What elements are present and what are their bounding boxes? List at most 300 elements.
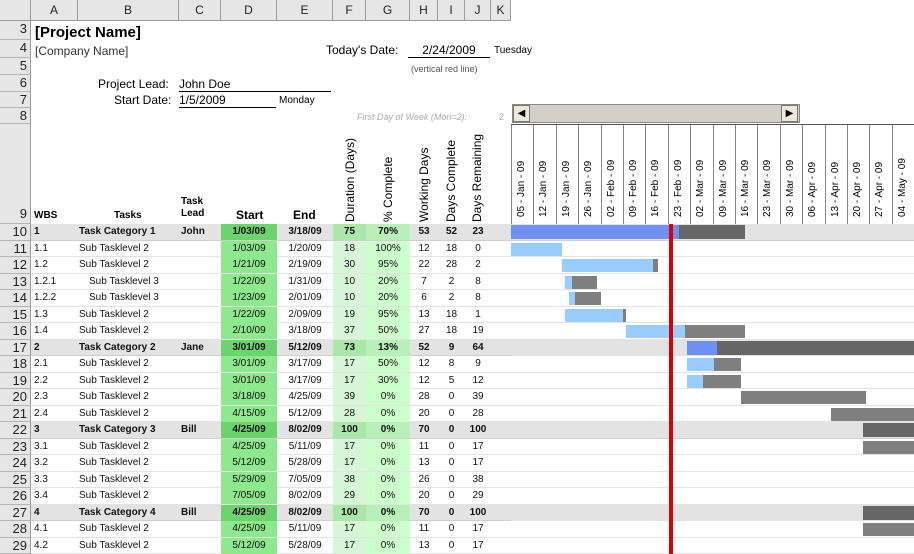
pct-cell[interactable]: 0%	[380, 391, 396, 402]
remaining-bar	[679, 225, 745, 239]
done-cell[interactable]: 28	[445, 259, 458, 270]
task-cell[interactable]: Sub Tasklevel 2	[79, 358, 149, 369]
wbs-cell[interactable]: 3.3	[34, 473, 48, 485]
row-header[interactable]	[0, 58, 31, 75]
start-cell[interactable]: 1/22/09	[232, 275, 266, 287]
done-cell[interactable]: 18	[445, 242, 458, 254]
row-header[interactable]	[0, 307, 31, 324]
remaining-cell[interactable]: 28	[472, 407, 484, 419]
pct-cell[interactable]: 0%	[380, 440, 396, 452]
row-header[interactable]	[0, 124, 31, 224]
working-cell[interactable]: 11	[418, 440, 430, 452]
wbs-cell[interactable]: 3	[34, 424, 40, 435]
duration-cell[interactable]: 28	[343, 407, 356, 419]
duration-cell[interactable]: 37	[343, 325, 356, 336]
gantt-scrollbar[interactable]	[512, 104, 800, 123]
row-number: 21	[12, 405, 27, 421]
column-header-h[interactable]: H	[410, 0, 438, 21]
duration-cell[interactable]: 19	[343, 308, 356, 320]
completed-bar	[687, 341, 717, 355]
lead-cell[interactable]	[181, 373, 221, 389]
row-number: 16	[12, 323, 27, 338]
lead-cell[interactable]: Bill	[181, 506, 197, 518]
pct-cell[interactable]: 13%	[377, 341, 398, 353]
duration-cell[interactable]: 75	[343, 226, 356, 237]
row-number: 3	[19, 21, 27, 36]
end-cell[interactable]: 1/31/09	[288, 275, 322, 287]
end-cell[interactable]: 5/28/09	[288, 539, 322, 551]
pct-cell[interactable]: 0%	[380, 457, 396, 468]
week-label: 05 - Jan - 09	[516, 160, 527, 217]
remaining-cell[interactable]: 17	[472, 457, 484, 468]
lead-cell[interactable]	[181, 472, 221, 488]
remaining-cell[interactable]: 0	[475, 242, 481, 254]
start-cell[interactable]: 3/01/09	[232, 374, 266, 386]
wbs-cell[interactable]: 3.1	[34, 440, 48, 452]
row-header[interactable]	[0, 505, 31, 522]
pct-cell[interactable]: 0%	[380, 523, 396, 534]
done-cell[interactable]: 18	[445, 325, 458, 336]
column-header-c[interactable]: C	[179, 0, 221, 21]
duration-cell[interactable]: 38	[343, 473, 356, 485]
wbs-cell[interactable]: 1.2.2	[34, 292, 57, 303]
lead-cell[interactable]: Jane	[181, 341, 204, 353]
working-cell[interactable]: 13	[418, 308, 430, 320]
pct-cell[interactable]: 50%	[377, 358, 398, 369]
working-cell[interactable]: 7	[421, 275, 427, 287]
duration-cell[interactable]: 17	[343, 523, 356, 534]
task-cell[interactable]: Sub Tasklevel 2	[79, 457, 149, 468]
done-cell[interactable]: 2	[448, 275, 455, 287]
done-cell[interactable]: 0	[448, 473, 455, 485]
task-cell[interactable]: Sub Tasklevel 2	[79, 259, 149, 270]
task-cell[interactable]: Task Category 2	[79, 341, 156, 353]
done-cell[interactable]: 8	[448, 358, 455, 369]
end-cell[interactable]: 8/02/09	[288, 490, 322, 501]
pct-cell[interactable]: 0%	[380, 506, 396, 518]
todays-day: Tuesday	[494, 45, 532, 56]
task-cell[interactable]: Sub Tasklevel 2	[79, 523, 149, 534]
duration-cell[interactable]: 17	[343, 539, 356, 551]
end-cell[interactable]: 3/17/09	[288, 374, 322, 386]
working-cell[interactable]: 11	[418, 523, 430, 534]
start-date[interactable]: 1/5/2009	[179, 93, 276, 108]
working-cell[interactable]: 28	[418, 391, 430, 402]
column-header-k[interactable]: K	[491, 0, 511, 21]
row-header[interactable]	[0, 422, 31, 439]
done-cell[interactable]: 18	[445, 308, 458, 320]
row-header[interactable]	[0, 224, 31, 241]
remaining-bar	[717, 341, 914, 355]
start-cell[interactable]: 1/03/09	[232, 242, 266, 254]
week-label: 09 - Mar - 09	[717, 159, 729, 217]
row-number: 18	[12, 356, 27, 371]
gantt-chart	[511, 224, 914, 554]
week-label: 06 - Apr - 09	[807, 161, 819, 217]
pct-cell[interactable]: 0%	[380, 424, 396, 435]
pct-cell[interactable]: 95%	[377, 308, 398, 320]
remaining-bar	[623, 309, 626, 322]
row-header[interactable]	[0, 472, 31, 489]
row-header[interactable]	[0, 356, 31, 373]
working-cell[interactable]: 70	[418, 424, 430, 435]
task-cell[interactable]: Sub Tasklevel 2	[79, 391, 149, 402]
category-band	[511, 505, 914, 521]
task-cell[interactable]: Sub Tasklevel 2	[79, 407, 149, 419]
pct-cell[interactable]: 20%	[377, 292, 398, 303]
duration-cell[interactable]: 17	[343, 440, 356, 452]
duration-cell[interactable]: 17	[343, 374, 356, 386]
remaining-cell[interactable]: 23	[472, 226, 484, 237]
row-header[interactable]	[0, 323, 31, 340]
wbs-cell[interactable]: 1.1	[34, 242, 48, 254]
end-cell[interactable]: 3/17/09	[288, 358, 322, 369]
week-label: 02 - Feb - 09	[605, 159, 617, 217]
row-number: 5	[19, 58, 27, 73]
working-cell[interactable]: 27	[418, 325, 430, 336]
end-cell[interactable]: 2/19/09	[288, 259, 322, 270]
working-cell[interactable]: 12	[418, 242, 430, 254]
lead-cell[interactable]	[181, 439, 221, 455]
working-cell[interactable]: 12	[418, 358, 430, 369]
end-cell[interactable]: 7/05/09	[288, 473, 322, 485]
remaining-cell[interactable]: 8	[475, 275, 481, 287]
column-header-g[interactable]: G	[366, 0, 410, 21]
working-days-header: Working Days	[417, 147, 431, 222]
scroll-left-icon[interactable]: ◀	[513, 105, 530, 122]
start-day: Monday	[279, 95, 315, 106]
end-cell[interactable]: 3/18/09	[288, 226, 322, 237]
column-header-f[interactable]: F	[333, 0, 366, 21]
start-cell[interactable]: 5/12/09	[232, 457, 266, 468]
row-header[interactable]	[0, 373, 31, 390]
week-label: 16 - Feb - 09	[650, 159, 662, 217]
end-cell[interactable]: 4/25/09	[288, 391, 322, 402]
row-header[interactable]	[0, 75, 31, 92]
column-header-d[interactable]: D	[221, 0, 277, 21]
task-cell[interactable]: Task Category 4	[79, 506, 156, 518]
wbs-cell[interactable]: 4.2	[34, 539, 48, 551]
done-cell[interactable]: 0	[448, 539, 455, 551]
task-cell[interactable]: Sub Tasklevel 2	[79, 490, 149, 501]
pct-cell[interactable]: 30%	[377, 374, 398, 386]
start-cell[interactable]: 2/10/09	[232, 325, 266, 336]
start-cell[interactable]: 5/12/09	[232, 539, 266, 551]
row-header[interactable]	[0, 455, 31, 472]
working-cell[interactable]: 52	[418, 341, 430, 353]
duration-cell[interactable]: 73	[343, 341, 356, 353]
remaining-cell[interactable]: 64	[472, 341, 484, 353]
row-number: 10	[12, 224, 27, 239]
duration-cell[interactable]: 100	[341, 424, 358, 435]
wbs-cell[interactable]: 1.2	[34, 259, 48, 270]
done-cell[interactable]: 9	[448, 341, 455, 353]
row-number: 20	[12, 389, 27, 404]
company-name[interactable]: [Company Name]	[35, 44, 129, 58]
done-cell[interactable]: 0	[448, 523, 455, 534]
duration-cell[interactable]: 10	[343, 292, 356, 303]
row-header[interactable]	[0, 538, 31, 554]
task-cell[interactable]: Sub Tasklevel 2	[79, 308, 149, 320]
today-line	[669, 224, 673, 554]
project-lead-label: Project Lead:	[98, 77, 169, 91]
end-cell[interactable]: 2/01/09	[288, 292, 322, 303]
row-header[interactable]	[0, 290, 31, 307]
week-divider	[623, 125, 624, 225]
remaining-cell[interactable]: 19	[472, 325, 484, 336]
start-cell[interactable]: 4/25/09	[232, 523, 266, 534]
project-lead[interactable]: John Doe	[179, 77, 331, 92]
wbs-cell[interactable]: 2.2	[34, 374, 48, 386]
lead-cell[interactable]	[181, 455, 221, 471]
row-number: 28	[12, 521, 27, 536]
pct-cell[interactable]: 0%	[380, 539, 396, 551]
working-cell[interactable]: 12	[418, 374, 430, 386]
end-cell[interactable]: 8/02/09	[288, 424, 322, 435]
row-number: 17	[12, 339, 27, 355]
task-cell[interactable]: Sub Tasklevel 2	[79, 473, 149, 485]
row-header[interactable]	[0, 488, 31, 505]
done-cell[interactable]: 0	[448, 424, 455, 435]
done-cell[interactable]: 2	[448, 292, 455, 303]
remaining-bar	[575, 292, 601, 305]
wbs-cell[interactable]: 2.1	[34, 358, 48, 369]
row-number: 11	[13, 240, 27, 256]
row-header[interactable]	[0, 108, 31, 124]
row-header[interactable]	[0, 439, 31, 456]
end-cell[interactable]: 5/11/09	[288, 440, 322, 452]
start-cell[interactable]: 4/15/09	[232, 407, 266, 419]
row-number: 23	[12, 438, 27, 454]
task-cell[interactable]: Sub Tasklevel 3	[89, 292, 159, 303]
row-number: 24	[12, 455, 27, 470]
task-cell[interactable]: Sub Tasklevel 2	[79, 242, 149, 254]
row-number: 15	[12, 306, 27, 322]
task-cell[interactable]: Sub Tasklevel 2	[79, 440, 149, 452]
remaining-cell[interactable]: 38	[472, 473, 484, 485]
pct-cell[interactable]: 100%	[375, 242, 401, 254]
end-cell[interactable]: 5/11/09	[288, 523, 322, 534]
duration-cell[interactable]: 30	[343, 259, 356, 270]
duration-cell[interactable]: 100	[341, 506, 358, 518]
column-header-b[interactable]: B	[78, 0, 179, 21]
start-cell[interactable]: 7/05/09	[232, 490, 266, 501]
scroll-right-icon[interactable]: ▶	[781, 105, 798, 122]
row-header[interactable]	[0, 340, 31, 357]
remaining-cell[interactable]: 2	[475, 259, 481, 270]
working-cell[interactable]: 53	[418, 226, 430, 237]
first-day-label: First Day of Week (Mon=2):	[357, 112, 468, 122]
row-header[interactable]	[0, 92, 31, 108]
remaining-cell[interactable]: 17	[472, 539, 484, 551]
start-cell[interactable]: 1/22/09	[232, 308, 266, 320]
duration-cell[interactable]: 29	[343, 490, 356, 501]
lead-cell[interactable]	[181, 406, 221, 422]
remaining-bar	[703, 375, 741, 388]
working-cell[interactable]: 20	[418, 490, 430, 501]
remaining-cell[interactable]: 9	[475, 358, 481, 369]
task-cell[interactable]: Sub Tasklevel 2	[79, 374, 149, 386]
lead-cell[interactable]	[181, 356, 221, 372]
lead-cell[interactable]	[181, 290, 221, 306]
done-cell[interactable]: 0	[448, 506, 455, 518]
start-cell[interactable]: 5/29/09	[232, 473, 266, 485]
first-day-value[interactable]: 2	[499, 112, 505, 122]
remaining-cell[interactable]: 100	[469, 424, 487, 435]
task-cell[interactable]: Task Category 1	[79, 226, 156, 237]
end-cell[interactable]: 5/12/09	[288, 407, 322, 419]
remaining-cell[interactable]: 29	[472, 490, 484, 501]
done-cell[interactable]: 0	[448, 490, 455, 501]
duration-cell[interactable]: 17	[343, 358, 356, 369]
row-header[interactable]	[0, 274, 31, 291]
end-cell[interactable]: 8/02/09	[288, 506, 322, 518]
column-header-i[interactable]: I	[438, 0, 465, 21]
pct-cell[interactable]: 0%	[380, 473, 396, 485]
wbs-cell[interactable]: 1.2.1	[34, 275, 57, 287]
end-cell[interactable]: 2/09/09	[288, 308, 322, 320]
wbs-cell[interactable]: 2	[34, 341, 40, 353]
start-cell[interactable]: 4/25/09	[232, 424, 266, 435]
column-header-a[interactable]: A	[31, 0, 78, 21]
remaining-cell[interactable]: 39	[472, 391, 484, 402]
start-cell[interactable]: 4/25/09	[232, 440, 266, 452]
pct-cell[interactable]: 95%	[377, 259, 398, 270]
start-cell[interactable]: 4/25/09	[232, 506, 266, 518]
lead-cell[interactable]	[181, 521, 221, 537]
working-cell[interactable]: 6	[421, 292, 427, 303]
column-header-e[interactable]: E	[277, 0, 333, 21]
done-cell[interactable]: 5	[448, 374, 455, 386]
lead-cell[interactable]	[181, 323, 221, 339]
row-number: 8	[19, 108, 27, 123]
start-cell[interactable]: 3/01/09	[232, 358, 266, 369]
wbs-cell[interactable]: 4.1	[34, 523, 48, 534]
duration-cell[interactable]: 18	[343, 242, 356, 254]
pct-cell[interactable]: 20%	[377, 275, 398, 287]
lead-cell[interactable]	[181, 538, 221, 554]
wbs-cell[interactable]: 3.4	[34, 490, 48, 501]
remaining-cell[interactable]: 1	[475, 308, 481, 320]
week-label: 04 - May - 09	[896, 158, 908, 217]
start-cell[interactable]: 3/18/09	[232, 391, 266, 402]
wbs-cell[interactable]: 1.3	[34, 308, 48, 320]
lead-cell[interactable]	[181, 389, 221, 405]
week-divider	[533, 125, 534, 225]
wbs-cell[interactable]: 1.4	[34, 325, 48, 336]
row-header[interactable]	[0, 21, 31, 40]
end-cell[interactable]: 3/18/09	[288, 325, 322, 336]
wbs-cell[interactable]: 2.3	[34, 391, 48, 402]
end-header: End	[293, 208, 316, 222]
wbs-cell[interactable]: 1	[34, 226, 40, 237]
lead-cell[interactable]: Bill	[181, 424, 197, 435]
week-label: 23 - Mar - 09	[762, 159, 774, 217]
lead-cell[interactable]	[181, 307, 221, 323]
duration-cell[interactable]: 17	[343, 457, 356, 468]
remaining-bar	[863, 423, 914, 437]
remaining-cell[interactable]: 8	[475, 292, 481, 303]
row-header[interactable]	[0, 389, 31, 406]
end-cell[interactable]: 5/28/09	[288, 457, 322, 468]
duration-cell[interactable]: 10	[343, 275, 356, 287]
start-cell[interactable]: 1/03/09	[232, 226, 266, 237]
done-cell[interactable]: 0	[448, 440, 455, 452]
week-label: 09 - Feb - 09	[628, 159, 639, 217]
remaining-bar	[653, 259, 658, 272]
done-cell[interactable]: 0	[448, 407, 455, 419]
wbs-cell[interactable]: 3.2	[34, 457, 48, 468]
lead-cell[interactable]: John	[181, 226, 205, 237]
working-cell[interactable]: 70	[418, 506, 430, 518]
wbs-cell[interactable]: 4	[34, 506, 40, 518]
done-cell[interactable]: 0	[448, 457, 455, 468]
remaining-cell[interactable]: 17	[472, 523, 484, 534]
week-divider	[511, 125, 512, 225]
row-header[interactable]	[0, 40, 31, 58]
working-cell[interactable]: 22	[418, 259, 430, 270]
tasks-header: Tasks	[114, 210, 142, 221]
task-cell[interactable]: Task Category 3	[79, 424, 156, 435]
working-cell[interactable]: 26	[418, 473, 430, 485]
working-cell[interactable]: 13	[418, 539, 430, 551]
duration-cell[interactable]: 39	[343, 391, 356, 402]
working-cell[interactable]: 20	[418, 407, 430, 419]
todays-date[interactable]: 2/24/2009	[408, 43, 490, 58]
start-cell[interactable]: 1/21/09	[232, 259, 266, 270]
pct-cell[interactable]: 0%	[380, 407, 396, 419]
start-cell[interactable]: 1/23/09	[232, 292, 266, 303]
project-name[interactable]: [Project Name]	[35, 24, 141, 41]
task-cell[interactable]: Sub Tasklevel 3	[89, 275, 159, 287]
working-cell[interactable]: 13	[418, 457, 430, 468]
start-date-label: Start Date:	[114, 93, 172, 107]
task-lead-header: Task Lead	[181, 196, 205, 219]
lead-cell[interactable]	[181, 488, 221, 504]
task-cell[interactable]: Sub Tasklevel 2	[79, 325, 149, 336]
week-divider	[892, 125, 893, 225]
column-header-corner[interactable]	[0, 0, 31, 21]
row-header[interactable]	[0, 241, 31, 258]
row-header[interactable]	[0, 521, 31, 538]
row-header[interactable]	[0, 406, 31, 423]
pct-cell[interactable]: 0%	[380, 490, 396, 501]
remaining-cell[interactable]: 17	[472, 440, 484, 452]
end-cell[interactable]: 1/20/09	[288, 242, 322, 254]
lead-cell[interactable]	[181, 274, 221, 290]
end-cell[interactable]: 5/12/09	[288, 341, 322, 353]
done-cell[interactable]: 52	[445, 226, 458, 237]
wbs-cell[interactable]: 2.4	[34, 407, 48, 419]
lead-cell[interactable]	[181, 241, 221, 257]
row-number: 7	[19, 92, 27, 107]
pct-cell[interactable]: 50%	[377, 325, 398, 336]
remaining-cell[interactable]: 12	[472, 374, 484, 386]
days-complete-header: Days Complete	[444, 139, 458, 222]
remaining-cell[interactable]: 100	[469, 506, 487, 518]
lead-cell[interactable]	[181, 257, 221, 273]
pct-cell[interactable]: 70%	[377, 226, 398, 237]
row-header[interactable]	[0, 257, 31, 274]
column-header-j[interactable]: J	[465, 0, 491, 21]
done-cell[interactable]: 0	[448, 391, 455, 402]
week-divider	[869, 125, 870, 225]
remaining-bar	[685, 325, 744, 338]
remaining-bar	[741, 391, 866, 404]
start-cell[interactable]: 3/01/09	[232, 341, 266, 353]
row-number: 12	[12, 257, 27, 272]
task-cell[interactable]: Sub Tasklevel 2	[79, 539, 149, 551]
